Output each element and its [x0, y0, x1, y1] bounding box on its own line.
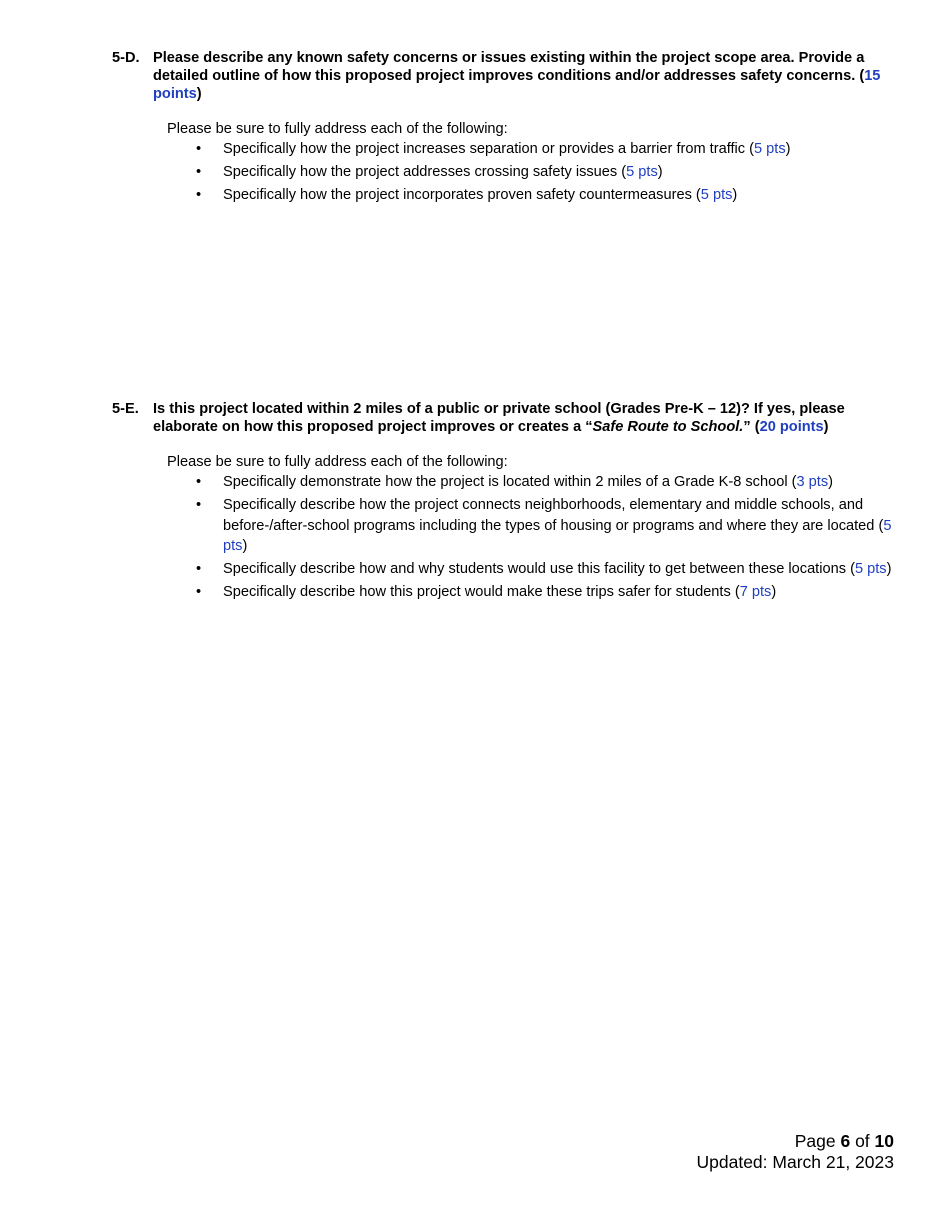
list-item: • Specifically describe how this project would make these trips safer for students (7 pts): [196, 582, 896, 603]
question-5e-text: Is this project located within 2 miles of a public or private school (Grades Pre-K – 12)? If yes, please elaborate on how this proposed project improves or creates a “: [153, 401, 845, 435]
question-5d-text: Please describe any known safety concerns or issues existing within the project scope area. Provide a detailed outline of how this proposed project improves conditions and/or addresses safety concerns. (: [153, 50, 865, 84]
question-5d-number: 5-D.: [112, 50, 140, 66]
section-5e-intro: Please be sure to fully address each of the following:: [167, 454, 508, 470]
bullet-icon: •: [196, 561, 202, 577]
page-number: Page 6 of 10: [794, 1131, 894, 1151]
bullet-icon: •: [196, 164, 202, 180]
bullet-icon: •: [196, 497, 202, 513]
question-5d-points: 15 points: [153, 68, 881, 102]
section-5e-bullet-list: [196, 472, 896, 605]
list-item: • Specifically how the project addresses crossing safety issues (5 pts): [196, 162, 896, 183]
bullet-icon: •: [196, 584, 202, 600]
question-5e-italic: Safe Route to School.: [592, 419, 744, 435]
list-item: • Specifically how the project increases separation or provides a barrier from traffic (5 pts): [196, 139, 896, 160]
bullet-icon: •: [196, 474, 202, 490]
section-5d-intro: Please be sure to fully address each of the following:: [167, 121, 508, 137]
question-5e-number: 5-E.: [112, 401, 139, 417]
question-5e-points: 20 points: [759, 419, 824, 435]
list-item: • Specifically demonstrate how the project is located within 2 miles of a Grade K-8 school (3 pts): [196, 472, 896, 493]
section-5d-bullet-list: [196, 139, 896, 208]
page-footer: [697, 1131, 895, 1173]
question-5e: 5-E. Is this project located within 2 miles of a public or private school (Grades Pre-K – 12)? If yes, please elaborate on how this proposed project improves or creates a “Safe Route to School.” (20 points): [112, 401, 845, 435]
list-item: • Specifically how the project incorporates proven safety countermeasures (5 pts): [196, 185, 896, 206]
list-item: • Specifically describe how and why students would use this facility to get between these locations (5 pts): [196, 559, 896, 580]
list-item: • Specifically describe how the project connects neighborhoods, elementary and middle schools, and before-/after-school programs including the types of housing or programs and where they are located (5 pts): [196, 497, 892, 554]
bullet-icon: •: [196, 141, 202, 157]
updated-date: Updated: March 21, 2023: [696, 1152, 894, 1172]
question-5d: 5-D. Please describe any known safety concerns or issues existing within the project scope area. Provide a detailed outline of how this proposed project improves conditions and/or addresses safety concerns. (15 points): [112, 50, 881, 102]
bullet-icon: •: [196, 187, 202, 203]
